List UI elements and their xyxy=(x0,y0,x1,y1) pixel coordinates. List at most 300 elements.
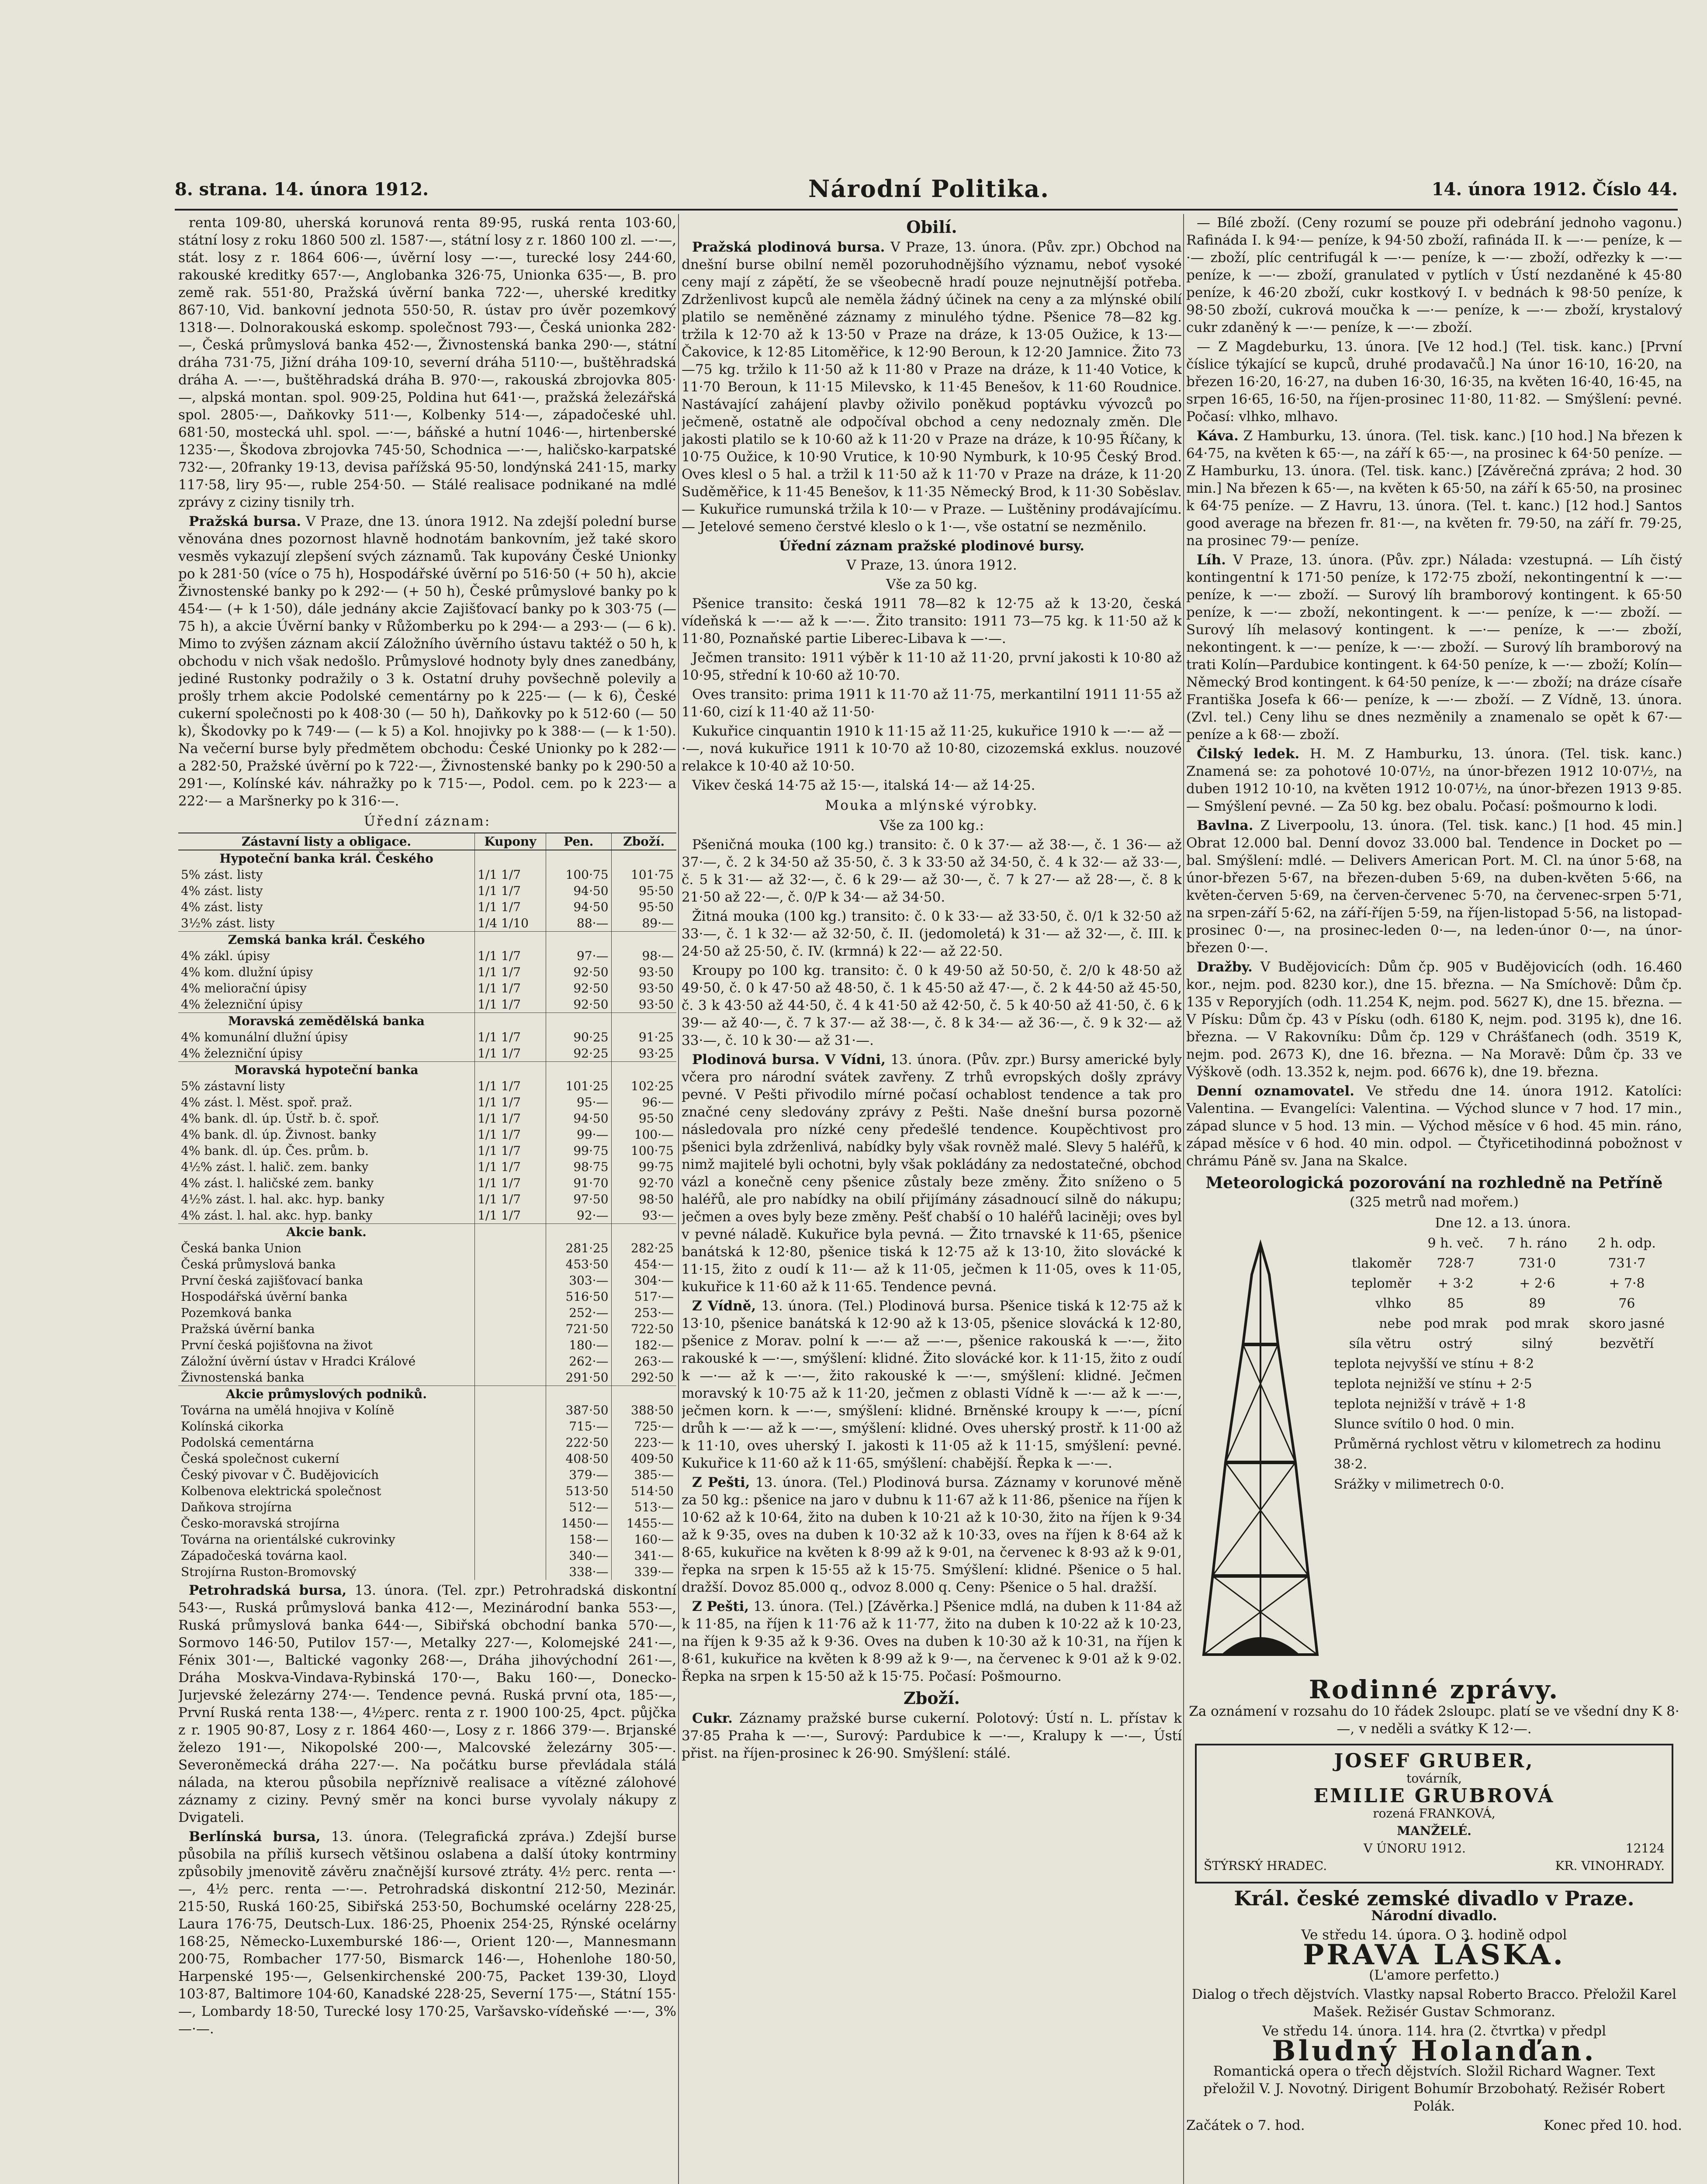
header-rule xyxy=(175,209,1678,211)
table-section-row xyxy=(178,1013,676,1030)
security-name: Český pivovar v Č. Budějovicích xyxy=(181,1468,379,1482)
petrin-tower-icon xyxy=(1195,1235,1326,1663)
security-name: 4% bank. dl. úp. Ústř. b. č. spoř. xyxy=(181,1111,380,1126)
security-name: Záložní úvěrní ústav v Hradci Králové xyxy=(181,1354,416,1368)
ask-price xyxy=(611,1386,676,1403)
weather-note: teplota nejnižší ve stínu + 2·5 xyxy=(1334,1376,1532,1392)
column-divider xyxy=(678,214,679,2184)
ask-price: 339·— xyxy=(611,1564,676,1580)
security-name: 4% zákl. úpisy xyxy=(181,949,270,963)
weather-title: Meteorologická pozorování na rozhledně na Petříně xyxy=(1205,1174,1663,1192)
weather-note-row xyxy=(1330,1374,1676,1394)
bid-price: 99·— xyxy=(546,1127,611,1143)
table-row xyxy=(178,899,676,915)
ask-price: 253·— xyxy=(611,1305,676,1321)
saltpeter-text: H. M. Z Hamburku, 13. února. (Tel. tisk. kanc.) Znamená se: za pohotové 10·07½, na únor-březen 1912 10·07½, na duben 1912 10·10, na květen 1912 10·07½, na únor-březen 1913 9·85. — Smýšlení pevné. — Za 50 kg. bez obalu. Počasí: pošmourno k lodi. xyxy=(1186,746,1682,814)
weather-row xyxy=(1330,1274,1676,1294)
coupon-dates xyxy=(475,1548,546,1564)
table-row xyxy=(178,1143,676,1159)
table-row xyxy=(178,948,676,964)
petersburg-bourse-text: 13. února. (Tel. zpr.) Petrohradská diskontní 543·—, Ruská průmyslová banka 412·—, Mezinárodní banka 553·—, Ruská průmyslová banka 644·—, Sibiřská obchodní banka 570·—, Sormovo 146·50, Putilov 157·—, Metalky 227·—, Kolomejské 241·—, Fénix 301·—, Baltické vagonky 268·—, Dráha jihovýchodní 261·—, Dráha Moskva-Vindava-Rybinská 170·—, Baku 160·—, Donecko-Jurjevské železárny 274·—. Tendence pevná. Ruská první ota, 185·—, První Ruská renta 138·—, 4½perc. renta z r. 1900 100·25, 4pct. půjčka z r. 1905 90·87, Losy z r. 1864 460·—, Losy z r. 1866 379·—. Brjanské železo 191·—, Nikopolské 200·—, Malcovské železárny 305·—. Severoněmecká dráha 227·—. Na počátku burse převládala stálá nálada, na kterou působila nepříznivě realisace a vítězné zálohové záznamy z ciziny. Pevný směr na konci burse vyvolaly nákupy z Dvigateli. xyxy=(178,1583,676,1825)
vienna-grain2-text: 13. února. (Tel.) Plodinová bursa. Pšenice tiská k 12·75 až k 13·10, pšenice banátská k 12·90 až k 13·05, pšenice slovácká k 12·80, pšenice z Morav. polní k —·— až —·—, pšenice rakouská k —·—, žito rakouské k —·—, smýšlení: klidné. Žito slovácké kor. k 11·15, žito z oudí k —·— až k —·—, žito rakouské k —·—, smýšlení: klidné. Ječmen moravský k 10·75 až k 11·20, ječmen z oblasti Vídně k —·— až k —·—, ječmen korn. k —·—, smýšlení: klidné. Brněnské kroupy k —·—, pícní drůh k —·— až k —·—, smýšlení: klidné. Oves uherský prostř. k 11·00 až k 11·10, oves uherský I. jakosti k 11·05 až k 11·15, smýšlení: pevné. Kukuřice k 11·60 až k 11·65, smýšlení: chabější. Řepka k —·—. xyxy=(682,1298,1182,1471)
ask-price: 513·— xyxy=(611,1499,676,1515)
ask-price: 98·— xyxy=(611,948,676,964)
bid-price: 338·— xyxy=(546,1564,611,1580)
performance-1-line: Ve středu 14. února. O 3. hodině odpol xyxy=(1301,1927,1567,1943)
security-name: Moravská zemědělská banka xyxy=(178,1013,475,1030)
weather-note: teplota nejvyšší ve stínu + 8·2 xyxy=(1334,1356,1534,1372)
blank-cell xyxy=(1330,1234,1415,1254)
coupon-dates xyxy=(475,1353,546,1369)
ask-price: 388·50 xyxy=(611,1402,676,1418)
theatre-subheading: Národní divadlo. xyxy=(1371,1908,1497,1924)
security-name: 4% zást. l. haličské zem. banky xyxy=(181,1176,374,1190)
coupon-dates: 1/1 1/7 xyxy=(475,1191,546,1207)
bid-price: 281·25 xyxy=(546,1240,611,1256)
bid-price: 408·50 xyxy=(546,1451,611,1467)
table-row xyxy=(178,1175,676,1191)
ask-price: 182·— xyxy=(611,1337,676,1353)
ask-price: 95·50 xyxy=(611,1110,676,1127)
ask-price: 102·25 xyxy=(611,1078,676,1094)
quotes-table xyxy=(178,833,676,1580)
bid-price: 516·50 xyxy=(546,1289,611,1305)
vienna-bourse-text: renta 109·80, uherská korunová renta 89·95, ruská renta 103·60, státní losy z roku 1860 500 zl. 1587·—, státní losy z r. 1860 100 zl. —·—, stát. losy z r. 1864 606·—, úvěrní losy —·—, turecké losy 244·60, rakouské kreditky 657·—, Anglobanka 326·75, Unionka 635·—, B. pro země rak. 551·80, Pražská úvěrní banka 722·—, uherské kreditky 867·10, Vid. bankovní jednota 550·50, R. ústav pro úvěr pozemkový 1318·—. Dolnorakouská eskomp. společnost 793·—, Česká unionka 282·—, Česká průmyslová banka 452·—, Živnostenská banka 290·—, státní dráha 731·75, Jižní dráha 109·10, severní dráha 5110·—, buštěhradská dráha A. —·—, buštěhradská dráha B. 970·—, rakouská zbrojovka 805·—, alpská montan. spol. 909·25, Poldina hut 641·—, pražská železářská spol. 2805·—, Daňkovky 511·—, Kolbenky 514·—, západočeské uhl. 681·50, mostecká uhl. spol. —·—, báňské a hutní 1046·—, hirtenberské 1235·—, Škodova zbrojovka 745·50, Schodnica —·—, haličsko-karpatské 732·—, 20franky 19·13, devisa pařížská 95·50, londýnská 241·15, marky 117·58, liry 95·—, ruble 254·50. — Stálé realisace podnikané na mdlé zprávy z ciziny tisnily trh. xyxy=(178,215,676,510)
table-row xyxy=(178,1240,676,1256)
observation-hour: 7 h. ráno xyxy=(1507,1236,1567,1251)
petersburg-bourse-paragraph xyxy=(178,1582,676,1826)
weather-value: pod mrak xyxy=(1424,1316,1487,1331)
coupon-dates: 1/1 1/7 xyxy=(475,1110,546,1127)
table-section-row xyxy=(178,1386,676,1403)
security-name: Kolínská cikorka xyxy=(181,1419,284,1434)
bid-price: 379·— xyxy=(546,1467,611,1483)
coupon-dates: 1/1 1/7 xyxy=(475,1029,546,1045)
bid-price: 101·25 xyxy=(546,1078,611,1094)
white-sugar-text: — Bílé zboží. (Ceny rozumí se pouze při odebrání jednoho vagonu.) Rafináda I. k 94·— peníze, k 94·50 zboží, rafináda II. k —·— peníze, k —·— zboží, plíc centrifugál k —·— peníze, k —·— zboží, odřezky k —·— peníze, k —·— zboží, granulated v pytlích v Ústí nezdaněné k 45·80 peníze, k 46·20 zboží, cukr kostkový I. v bednách k 98·50 peníze, k 98·50 zboží, cukrová moučka k —·— peníze, k —·— zboží, krystalový cukr zdaněný k —·— peníze, k —·— zboží. xyxy=(1186,215,1682,335)
coupon-dates: 1/1 1/7 xyxy=(475,1207,546,1224)
calendar-paragraph xyxy=(1186,1082,1682,1170)
weather-note: teplota nejnižší v trávě + 1·8 xyxy=(1334,1396,1526,1412)
magdeburg-text: — Z Magdeburku, 13. února. [Ve 12 hod.] (Tel. tisk. kanc.) [První číslice týkající se kupců, druhé prodavačů.] Na únor 16·10, 16·20, na březen 16·20, 16·27, na duben 16·30, 16·35, na květen 16·40, 16·45, na srpen 16·65, 16·50, na říjen-prosinec 11·80, 11·82. — Smýšlení: pevné. Počasí: vlhko, mlhavo. xyxy=(1186,339,1682,425)
bid-price: 94·50 xyxy=(546,899,611,915)
bid-price: 92·50 xyxy=(546,964,611,980)
ask-price: 93·— xyxy=(611,1207,676,1224)
security-name: Živnostenská banka xyxy=(181,1370,305,1385)
flour-unit: Vše za 100 kg.: xyxy=(879,818,984,833)
bid-price: 721·50 xyxy=(546,1321,611,1337)
auctions-text: V Budějovicích: Dům čp. 905 v Budějovicích (odh. 16.460 kor., nejm. pod. 8230 kor.), dne 15. března. — Na Smíchově: Dům čp. 135 v Reporyjích (odh. 11.254 K, nejm. pod. 5627 K), dne 15. března. — V Písku: Dům čp. 43 v Písku (odh. 6180 K, nejm. pod. 3195 k), dne 16. března. — V Rakovníku: Dům čp. 129 v Chrášťanech (odh. 3519 K, nejm. pod. 2673 K), dne 16. března. — Na Moravě: Dům čp. 33 ve Výškově (odh. 13.352 k, nejm. pod. 6676 k), dne 19. března. xyxy=(1186,959,1682,1080)
security-name: Hypoteční banka král. Českého xyxy=(178,850,475,867)
table-row xyxy=(178,1467,676,1483)
security-name: Pozemková banka xyxy=(181,1306,292,1320)
column-3 xyxy=(1186,214,1682,2184)
observation-hour: 2 h. odp. xyxy=(1597,1236,1656,1251)
coupon-dates: 1/1 1/7 xyxy=(475,1175,546,1191)
coupon-dates xyxy=(475,1515,546,1531)
bid-price: 1450·— xyxy=(546,1515,611,1531)
play-2-title: Bludný Holanďan. xyxy=(1272,2035,1596,2067)
coupon-dates: 1/1 1/7 xyxy=(475,883,546,899)
table-row xyxy=(178,1191,676,1207)
coupon-dates xyxy=(475,1224,546,1241)
performance-times xyxy=(1186,2117,1682,2134)
weather-note-row xyxy=(1330,1394,1676,1414)
weather-value: bezvětří xyxy=(1600,1336,1654,1351)
security-name: 4½% zást. l. halič. zem. banky xyxy=(181,1160,369,1174)
saltpeter-paragraph xyxy=(1186,745,1682,815)
bid-price: 100·75 xyxy=(546,867,611,883)
wedding-announcement xyxy=(1195,1744,1673,1883)
section-title: Dražby. xyxy=(1197,959,1253,975)
ask-price: 160·— xyxy=(611,1531,676,1548)
ask-price: 304·— xyxy=(611,1272,676,1289)
security-name: První česká zajišťovací banka xyxy=(181,1273,364,1288)
coupon-dates xyxy=(475,1451,546,1467)
pest-grain2-text: 13. února. (Tel.) [Závěrka.] Pšenice mdlá, na duben k 11·84 až k 11·85, na říjen k 11·76 až k 11·77, žito na duben k 10·22 až k 10·23, na říjen k 9·35 až k 9·36. Oves na duben k 10·30 až k 10·31, na říjen k 8·61, kukuřice na květen k 8·99 až k 9·—, na červenec k 9·01 až k 9·02. Řepka na srpen k 15·50 až k 15·75. Počasí: Pošmourno. xyxy=(682,1599,1182,1684)
section-title: Plodinová bursa. V Vídni, xyxy=(692,1052,886,1068)
security-name: 5% zástavní listy xyxy=(181,1079,285,1093)
table-row xyxy=(178,1434,676,1451)
table-row xyxy=(178,1305,676,1321)
section-title: Berlínská bursa, xyxy=(189,1829,321,1845)
ask-price: 101·75 xyxy=(611,867,676,883)
oats-quote: Oves transito: prima 1911 k 11·70 až 11·75, merkantilní 1911 11·55 až 11·60, cizí k 11·40 až 11·50· xyxy=(682,687,1182,720)
weather-label: tlakoměr xyxy=(1351,1256,1412,1271)
security-name: 4½% zást. l. hal. akc. hyp. banky xyxy=(181,1192,384,1206)
weather-value: 89 xyxy=(1529,1296,1546,1311)
coupon-dates xyxy=(475,1483,546,1499)
section-title: Z Pešti, xyxy=(692,1475,750,1490)
bid-price: 453·50 xyxy=(546,1256,611,1272)
security-name: Moravská hypoteční banka xyxy=(178,1062,475,1078)
table-row xyxy=(178,964,676,980)
security-name: Továrna na umělá hnojiva v Kolíně xyxy=(181,1403,395,1417)
bid-price: 262·— xyxy=(546,1353,611,1369)
security-name: 3½% zást. listy xyxy=(181,916,275,930)
bid-price: 512·— xyxy=(546,1499,611,1515)
official-record-heading: Úřední záznam pražské plodinové bursy. xyxy=(779,538,1085,554)
table-section-row xyxy=(178,850,676,867)
vienna-grain-paragraph xyxy=(682,1051,1182,1296)
bid-price: 98·75 xyxy=(546,1159,611,1175)
column-1 xyxy=(178,214,676,2184)
table-section-row xyxy=(178,932,676,948)
table-row xyxy=(178,1564,676,1580)
ask-price: 89·— xyxy=(611,915,676,932)
table-row xyxy=(178,1548,676,1564)
prague-bourse-text: V Praze, dne 13. února 1912. Na zdejší polední burse věnována dnes pozornost hlavně hodnotám bankovním, jež také skoro vesměs vykazují zlepšení svých záznamů. Tak kupovány České Unionky po k 281·50 (více o 75 h), Hospodářské úvěrní po 516·50 (+ 50 h), akcie Živnostenské banky po k 292·— (+ 50 h), České průmyslové banky po k 454·— (+ k 1·50), dále jednány akcie Zajišťovací banky po k 303·75 (— 75 h), a akcie Úvěrní banky v Růžomberku po k 294·— a 293·— (— 6 k). Mimo to zvýšen záznam akcií Záložního úvěrního ústavu taktéž o 50 h, k obchodu v nich však nedošlo. Průmyslové hodnoty byly dnes zanedbány, jediné Rustonky podražily o 3 k. Ostatní druhy povšechně polevily a prošly trhem akcie Podolské cementárny po k 225·— (— k 6), České cukerní společnosti po k 408·30 (— 50 h), Daňkovky po k 512·60 (— 50 k), Škodovky po k 749·— (— k 5) a Kol. hnojivky po k 388·— (— k 1·50). Na večerní burse byly předmětem obchodu: České Unionky po k 282·— a 282·50, Pražské úvěrní po k 722·—, Živnostenské banky po k 290·50 a 291·—, Kolínské káv. náhražky po k 715·—, Podol. cem. po k 223·— a 222·— a Maršnerky po k 316·—. xyxy=(178,514,676,809)
vienna-grain-text: 13. února. (Pův. zpr.) Bursy americké byly včera pro národní svátek zavřeny. Z trhů evropských došly zprávy pevné. V Pešti přivodilo mírné počasí ochablost tendence a tak pro značné ceny sledovány zprávy z Pešti. Naše dnešní bursa pozorně následovala pro nízké ceny předešlé tendence. Koupěchtivost pro pšenici byla zdrženlivá, nabídky byly však rovněž malé. Slevy 5 haléřů, k nimž majitelé byli ochotni, byly však pokládány za nedostatečné, obchod vázl a konečně ceny pšenice zůstaly beze změny. Žito sníženo o 5 haléřů, ale pro nabídky na obilí přijímány zásadnoucí silně do nákupu; ječmen a oves byly beze změny. Pešť chabší o 10 haléřů laciněji; oves byl v pevné náladě. Kukuřice byla pevná. — Žito trnavské k 11·65, pšenice banátská k 12·80, pšenice tiská k 12·75 až k 13·10, žito slovácké k 11·15, žito z oudí k 11·— až k 11·05, ječmen k 11·05, oves k 11·05, kukuřice k 11·60 až k 11·65. Tendence pevná. xyxy=(682,1052,1182,1295)
ask-price: 292·50 xyxy=(611,1369,676,1386)
spirits-paragraph xyxy=(1186,551,1682,743)
pest-grain2-paragraph xyxy=(682,1598,1182,1685)
bid-price xyxy=(546,1224,611,1241)
section-title: Z Vídně, xyxy=(692,1298,756,1314)
rye-flour-quote: Žitná mouka (100 kg.) transito: č. 0 k 33·— až 33·50, č. 0/1 k 32·50 až 33·—, č. 1 k 32·— až 32·50, č. II. (jedomoletá) k 31·— až 32·—, č. III. k 24·50 až 25·50, č. IV. (krmná) k 22·— až 22·50. xyxy=(682,909,1182,959)
table-row xyxy=(178,980,676,996)
weather-value: 728·7 xyxy=(1437,1256,1475,1271)
bid-price: 715·— xyxy=(546,1418,611,1434)
coupon-dates xyxy=(475,1272,546,1289)
wedding-date xyxy=(1204,1840,1665,1857)
table-row xyxy=(178,1353,676,1369)
ask-price: 385·— xyxy=(611,1467,676,1483)
ask-price: 100·75 xyxy=(611,1143,676,1159)
berlin-bourse-text: 13. února. (Telegrafická zpráva.) Zdejší burse působila na příliš kursech většinou oslabena a další útoky kontrminy způsobily jmenovitě závěru značnější kursové ztráty. 4½ perc. renta —·—, 4½ perc. renta —·—. Petrohradská diskontní 212·50, Mezinár. 215·50, Ruská 160·25, Sibiřská 253·50, Bochumské ocelárny 228·25, Laura 176·75, Deutsch-Lux. 186·25, Phoenix 254·25, Rýnské ocelárny 168·25, Německo-Luxemburské 186·—, Orient 120·—, Mannesmann 200·75, Rombacher 177·50, Bismarck 146·—, Hohenlohe 180·50, Harpenské 195·—, Gelsenkirchenské 200·75, Packet 139·30, Lloyd 103·87, Baltimore 104·60, Kanadské 228·25, Severní 175·—, Státní 155·—, Lombardy 18·50, Turecké losy 170·25, Varšavsko-vídeňské —·—, 3% —·—. xyxy=(178,1829,676,2037)
weather-value: skoro jasné xyxy=(1589,1316,1665,1331)
table-section-row xyxy=(178,1062,676,1078)
prague-grain-text: V Praze, 13. února. (Pův. zpr.) Obchod na dnešní burse obilní neměl pozoruhodnějšího významu, neboť vysoké ceny mají z zápětí, že se všeobecně hradí pouze nejnutnější potřeba. Zdrženlivost kupců ale neměla žádný účinek na ceny a za mlýnské obilí platilo se neměněné záznamy z minulého týdne. Pšenice 78—82 kg. tržila k 12·70 až k 13·50 v Praze na dráze, k 13·05 Oužice, k 13·— Čakovice, k 12·85 Litoměřice, k 12·90 Beroun, k 12·20 Jamnice. Žito 73—75 kg. tržilo k 11·50 až k 11·80 v Praze na dráze, k 11·40 Votice, k 11·70 Beroun, k 11·15 Milevsko, k 11·45 Benešov, k 11·60 Roudnice. Nastávající zahájení plavby oživilo poněkud poptávku vývozců po ječmeně, ostatně ale odpočíval obchod a ceny nedoznaly změn. Dle jakosti platilo se k 10·60 až k 11·20 v Praze na dráze, k 10·95 Říčany, k 10·75 Oužice, k 10·90 Vrutice, k 10·90 Nymburk, k 10·95 Český Brod. Oves klesl o 5 hal. a tržil k 11·50 až k 11·70 v Praze na dráze, k 11·20 Suděměřice, k 11·45 Benešov, k 11·35 Německý Brod, k 11·30 Soběslav. — Kukuřice rumunská tržila k 10·— v Praze. — Luštěniny prodávajícímu. — Jetelové semeno čerstvé kleslo o k 1·—, vše ostatní se nezměnilo. xyxy=(682,239,1182,535)
prague-bourse-paragraph xyxy=(178,513,676,810)
security-name: Česko-moravská strojírna xyxy=(181,1516,340,1531)
bid-price: 340·— xyxy=(546,1548,611,1564)
table-row xyxy=(178,1159,676,1175)
prague-grain-paragraph xyxy=(682,238,1182,536)
coupon-dates xyxy=(475,1321,546,1337)
ask-price: 1455·— xyxy=(611,1515,676,1531)
coupon-dates: 1/1 1/7 xyxy=(475,964,546,980)
family-news-heading: Rodinné zprávy. xyxy=(1309,1675,1560,1704)
wedding-places xyxy=(1204,1857,1665,1875)
pest-grain-text: 13. února. (Tel.) Plodinová bursa. Záznamy v korunové měně za 50 kg.: pšenice na jaro v dubnu k 11·67 až k 11·86, pšenice na říjen k 10·62 až k 10·64, žito na duben k 10·21 až k 10·30, žito na říjen k 9·34 až k 9·35, oves na duben k 10·32 až k 10·33, oves na říjen k 8·64 až k 8·65, kukuřice na květen k 8·99 až k 9·01, na červenec k 8·93 až k 9·01, řepka na srpen k 15·55 až k 15·75. Smýšlení: klidné. Pšenice o 5 hal. dražší. Dovoz 85.000 q., odvoz 8.000 q. Ceny: Pšenice o 5 hal. dražší. xyxy=(682,1475,1182,1595)
coupon-dates: 1/1 1/7 xyxy=(475,1159,546,1175)
table-row xyxy=(178,1289,676,1305)
coupon-dates xyxy=(475,1434,546,1451)
coupon-dates: 1/1 1/7 xyxy=(475,980,546,996)
bid-price xyxy=(546,1062,611,1078)
bid-price: 92·50 xyxy=(546,996,611,1013)
coupon-dates: 1/1 1/7 xyxy=(475,1127,546,1143)
coupon-dates: 1/4 1/10 xyxy=(475,915,546,932)
play-1-title: PRAVÁ LÁSKA. xyxy=(1303,1939,1565,1971)
table-row xyxy=(178,1029,676,1045)
weather-label: síla větru xyxy=(1349,1336,1412,1351)
section-title: Petrohradská bursa, xyxy=(189,1583,347,1598)
security-name: Zemská banka král. Českého xyxy=(178,932,475,948)
ask-price: 454·— xyxy=(611,1256,676,1272)
security-name: 5% zást. listy xyxy=(181,867,263,882)
coupon-dates: 1/1 1/7 xyxy=(475,1078,546,1094)
weather-value: + 2·6 xyxy=(1519,1276,1555,1291)
coupon-dates xyxy=(475,1531,546,1548)
bid-price xyxy=(546,850,611,867)
header-issue: 14. února 1912. Číslo 44. xyxy=(1431,179,1678,200)
section-title: Káva. xyxy=(1197,428,1239,444)
security-name: Daňkova strojírna xyxy=(181,1500,292,1514)
column-header: Kupony xyxy=(475,833,546,850)
theatre-heading: Král. české zemské divadlo v Praze. xyxy=(1234,1887,1634,1910)
weather-row xyxy=(1330,1294,1676,1314)
section-title: Bavlna. xyxy=(1197,818,1253,833)
ask-price: 514·50 xyxy=(611,1483,676,1499)
weather-row xyxy=(1330,1314,1676,1334)
ask-price: 722·50 xyxy=(611,1321,676,1337)
weather-value: 731·0 xyxy=(1518,1256,1556,1271)
weather-subtitle: (325 metrů nad mořem.) xyxy=(1350,1194,1519,1210)
flour-heading: Mouka a mlýnské výrobky. xyxy=(825,798,1039,813)
bid-price xyxy=(546,1386,611,1403)
coupon-dates xyxy=(475,1256,546,1272)
table-row xyxy=(178,1110,676,1127)
section-title: Pražská bursa. xyxy=(189,514,301,529)
weather-hours-row xyxy=(1330,1234,1676,1254)
coffee-paragraph xyxy=(1186,427,1682,549)
security-name: Česká průmyslová banka xyxy=(181,1257,336,1272)
ask-price: 517·— xyxy=(611,1289,676,1305)
ask-price: 263·— xyxy=(611,1353,676,1369)
table-row xyxy=(178,883,676,899)
security-name: Hospodářská úvěrní banka xyxy=(181,1289,348,1304)
table-row xyxy=(178,1515,676,1531)
table-row xyxy=(178,1256,676,1272)
ask-price: 93·50 xyxy=(611,996,676,1013)
header-page-number: 8. strana. 14. února 1912. xyxy=(175,179,429,200)
section-title: Líh. xyxy=(1197,552,1226,568)
bid-price: 99·75 xyxy=(546,1143,611,1159)
bid-price: 92·50 xyxy=(546,980,611,996)
table-row xyxy=(178,1499,676,1515)
ask-price: 93·50 xyxy=(611,964,676,980)
ask-price xyxy=(611,1062,676,1078)
ask-price: 409·50 xyxy=(611,1451,676,1467)
ask-price xyxy=(611,1224,676,1241)
coupon-dates xyxy=(475,1240,546,1256)
wheat-quote: Pšenice transito: česká 1911 78—82 k 12·75 až k 13·20, česká vídeňská k —·— až k —·—. Žito transito: 1911 73—75 kg. k 11·50 až k 11·80, Poznaňské partie Liberec-Libava k —·—. xyxy=(682,596,1182,646)
groom-role: továrník, xyxy=(1406,1771,1462,1786)
table-row xyxy=(178,1078,676,1094)
weather-value: ostrý xyxy=(1439,1336,1472,1351)
corn-quote: Kukuřice cinquantin 1910 k 11·15 až 11·25, kukuřice 1910 k —·— až —·—, nová kukuřice 1911 k 10·70 až 10·80, cizozemská exklus. nouzové relakce k 10·40 až 10·50. xyxy=(682,723,1182,774)
table-row xyxy=(178,1045,676,1062)
weather-value: pod mrak xyxy=(1505,1316,1569,1331)
table-row xyxy=(178,1207,676,1224)
security-name: Kolbenova elektrická společnost xyxy=(181,1484,381,1498)
ask-price: 91·25 xyxy=(611,1029,676,1045)
ask-price xyxy=(611,1013,676,1030)
table-row xyxy=(178,1451,676,1467)
bid-price: 94·50 xyxy=(546,1110,611,1127)
ad-code: 12124 xyxy=(1625,1841,1665,1856)
page-header xyxy=(175,175,1678,214)
bid-price: 291·50 xyxy=(546,1369,611,1386)
section-title: Pražská plodinová bursa. xyxy=(692,239,885,255)
vetch-quote: Vikev česká 14·75 až 15·—, italská 14·— až 14·25. xyxy=(692,778,1035,793)
weather-label: teploměr xyxy=(1351,1276,1412,1291)
weather-note-row xyxy=(1330,1475,1676,1495)
bid-price: 158·— xyxy=(546,1531,611,1548)
bid-price: 92·25 xyxy=(546,1045,611,1062)
table-row xyxy=(178,1094,676,1110)
security-name: Továrna na orientálské cukrovinky xyxy=(181,1532,395,1547)
ask-price xyxy=(611,932,676,948)
security-name: Strojírna Ruston-Bromovský xyxy=(181,1565,357,1579)
section-heading-obili: Obilí. xyxy=(906,217,957,237)
security-name: 4% meliorační úpisy xyxy=(181,981,307,995)
ask-price: 96·— xyxy=(611,1094,676,1110)
bid-price: 252·— xyxy=(546,1305,611,1321)
table-row xyxy=(178,1369,676,1386)
security-name: 4% železniční úpisy xyxy=(181,997,303,1012)
coupon-dates: 1/1 1/7 xyxy=(475,1143,546,1159)
cotton-text: Z Liverpoolu, 13. února. (Tel. tisk. kanc.) [1 hod. 45 min.] Obrat 12.000 bal. Denní dovoz 33.000 bal. Tendence in Docket po — bal. Smýšlení: mdlé. — Delivers American Port. M. Cl. na únor 5·68, na únor-březen 5·67, na březen-duben 5·69, na duben-květen 5·66, na květen-červen 5·69, na červen-červenec 5·70, na červenec-srpen 5·71, na srpen-září 5·62, na září-říjen 5·59, na říjen-listopad 5·56, na listopad-prosinec 0·—, na prosinec-leden 0·—, na leden-únor 0·—, na únor-březen 0·—. xyxy=(1186,818,1682,956)
security-name: Pražská úvěrní banka xyxy=(181,1322,315,1336)
security-name: První česká pojišťovna na život xyxy=(181,1338,373,1352)
table-row xyxy=(178,1418,676,1434)
table-row xyxy=(178,1321,676,1337)
table-row xyxy=(178,1337,676,1353)
weather-value: silný xyxy=(1521,1336,1553,1351)
record-unit: Vše za 50 kg. xyxy=(886,577,977,592)
ask-price: 223·— xyxy=(611,1434,676,1451)
auctions-paragraph xyxy=(1186,958,1682,1081)
ask-price: 98·50 xyxy=(611,1191,676,1207)
ask-price: 92·70 xyxy=(611,1175,676,1191)
coupon-dates xyxy=(475,1337,546,1353)
coupon-dates: 1/1 1/7 xyxy=(475,996,546,1013)
groom-name: JOSEF GRUBER, xyxy=(1334,1750,1534,1772)
bid-price: 97·— xyxy=(546,948,611,964)
berlin-bourse-paragraph xyxy=(178,1828,676,2038)
bid-price: 91·70 xyxy=(546,1175,611,1191)
ask-price: 282·25 xyxy=(611,1240,676,1256)
table-row xyxy=(178,1272,676,1289)
coupon-dates xyxy=(475,1062,546,1078)
weather-report xyxy=(1186,1174,1682,1676)
weather-label: vlhko xyxy=(1375,1296,1412,1311)
play-2-description: Romantická opera o třech dějstvích. Složil Richard Wagner. Text přeložil V. J. Novotný. Dirigent Bohumír Brzobohatý. Režisér Robert Polák. xyxy=(1203,2063,1665,2114)
table-header-row xyxy=(178,833,676,850)
security-name: 4% zást. listy xyxy=(181,900,263,914)
table-row xyxy=(178,1402,676,1418)
security-name: 4% bank. dl. úp. Čes. prům. b. xyxy=(181,1144,369,1158)
section-title: Denní oznamovatel. xyxy=(1197,1083,1354,1099)
weather-value: 76 xyxy=(1618,1296,1635,1311)
bride-name: EMILIE GRUBROVÁ xyxy=(1313,1785,1555,1807)
place-2: KR. VINOHRADY. xyxy=(1555,1859,1665,1873)
married-label: MANŽELÉ. xyxy=(1397,1824,1472,1838)
weather-date-row xyxy=(1330,1213,1676,1234)
security-name: Podolská cementárna xyxy=(181,1435,314,1450)
end-time: Konec před 10. hod. xyxy=(1544,2118,1682,2133)
vienna-grain2-paragraph xyxy=(682,1297,1182,1472)
security-name: Česká společnost cukerní xyxy=(181,1451,339,1466)
coupon-dates: 1/1 1/7 xyxy=(475,948,546,964)
security-name: Akcie průmyslových podniků. xyxy=(178,1386,475,1403)
coupon-dates xyxy=(475,1564,546,1580)
column-header: Zástavní listy a obligace. xyxy=(178,833,475,850)
coupon-dates xyxy=(475,1499,546,1515)
column-divider xyxy=(1183,214,1184,2184)
spirits-text: V Praze, 13. února. (Pův. zpr.) Nálada: vzestupná. — Líh čistý kontingentní k 171·50 peníze, k 172·75 zboží, nekontingentní k —·— peníze, k —·— zboží. — Surový líh bramborový kontingent. k 65·50 peníze, k —·— zboží, nekontingent. k —·— peníze, k —·— zboží. — Surový líh melasový kontingent. k —·— peníze, k —·— zboží, nekontingent. k —·— peníze, k —·— zboží. — Surový líh bramborový na trati Kolín—Pardubice kontingent. k 64·50 peníze, k —·— zboží; Kolín—Německý Brod kontingent. k 64·50 peníze, k —·— zboží; na dráze císaře Františka Josefa k 66·— peníze, k —·— zboží. — Z Vídně, 13. února. (Zvl. tel.) Ceny lihu se dnes nezměnily a znamenalo se opět k 67·— peníze a k 68·— zboží. xyxy=(1186,552,1682,743)
coupon-dates xyxy=(475,1369,546,1386)
table-section-row xyxy=(178,1224,676,1241)
section-title: Cukr. xyxy=(692,1711,733,1726)
bid-price: 95·— xyxy=(546,1094,611,1110)
coupon-dates xyxy=(475,850,546,867)
record-date: V Praze, 13. února 1912. xyxy=(846,557,1017,573)
table-row xyxy=(178,1483,676,1499)
column-2 xyxy=(682,214,1182,2184)
bid-price xyxy=(546,1013,611,1030)
bride-maiden: rozená FRANKOVÁ, xyxy=(1373,1806,1496,1821)
table-title: Úřední záznam: xyxy=(364,813,491,829)
play-1-description: Dialog o třech dějstvích. Vlastky napsal Roberto Bracco. Přeložil Karel Mašek. Režisér Gustav Schmoranz. xyxy=(1191,1987,1677,2020)
table-row xyxy=(178,996,676,1013)
bid-price xyxy=(546,932,611,948)
weather-note-row xyxy=(1330,1414,1676,1434)
weather-label: nebe xyxy=(1379,1316,1412,1331)
